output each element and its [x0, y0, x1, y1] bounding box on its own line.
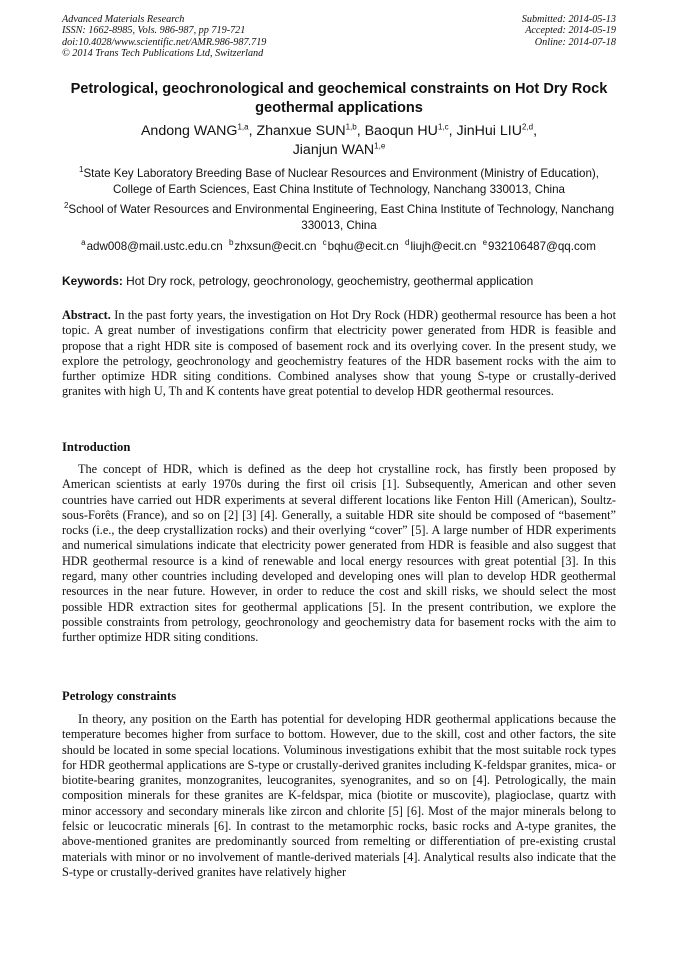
email[interactable]: $^b$zhxsun@ecit.cn — [228, 238, 317, 253]
affiliation-2: $^2$School of Water Resources and Environmental Engineering, East China Institute of Technology, Nanchang 330013, China — [63, 201, 615, 232]
journal-name: Advanced Materials Research — [62, 14, 185, 25]
email[interactable]: $^e$932106487@qq.com — [482, 238, 596, 253]
author: Andong WANG$^{1,a}$, — [140, 122, 257, 139]
abstract-text: In the past forty years, the investigation on Hot Dry Rock (HDR) geothermal resource has been a hot topic. A great number of investigations confirm that electricity power generated from HDR is feasible and propose that a right HDR site is composed of basement rock and its overlying cover. In the present study, we explore the petrology, geochronology and geochemistry features of the HDR basement rocks with the aim to further optimize HDR siting conditions. Combined analyses show that young S-type or crustally-derived granites with high U, Th and K contents have great potential to develop HDR geothermal resources. — [62, 308, 616, 399]
abstract — [62, 308, 616, 400]
section-body-petrology: In theory, any position on the Earth has potential for developing HDR geothermal applications because the temperature becomes higher from surface to bottom. However, due to the skill, cost and other factors, the site should be located in some special locations. Voluminous investigations exhibit that the most suitable rock types for HDR geothermal applications are S-type or crustally-derived granites including K-feldspar granites, mica- or biotite-bearing granites, monzogranites, leucogranites, syenogranites, and so on [4]. Petrologically, the main composition minerals for these granites are K-feldspar, mica (biotite or muscovite), plagioclase, quartz with minor accessory and secondary minerals like zircon and chlorite [5] [6]. Most of the major minerals belong to felsic or leucocratic minerals [6]. In contrast to the metamorphic rocks, basic rocks and A-type granites, the above-mentioned granites are predominantly sourced from remelting or differentiation of pre-existing crustal materials with minor or no involvement of mantle-derived materials [4]. Analytical results also indicate that the S-type or crustally-derived granites have relatively higher — [62, 712, 616, 879]
keywords-label: Keywords: — [62, 274, 123, 288]
email[interactable]: $^d$liujh@ecit.cn — [404, 238, 477, 253]
accepted-date: Accepted: 2014-05-19 — [525, 25, 616, 37]
section-body-introduction: The concept of HDR, which is defined as the deep hot crystalline rock, has firstly been proposed by American scientists at early 1970s during the first oil crisis [1]. Subsequently, American and other seven countries have carried out HDR experiments at several different locations like Fenton Hill (American), Soultz-sous-Forêts (France), and so on [2] [3] [4]. Generally, a suitable HDR site should be composed of “basement” rocks (i.e., the deep crystallization rocks) and their overlying “cover” [5]. A large number of HDR experiments and numerical simulations indicate that electricity power generated from HDR is feasible and also suggest that HDR geothermal resource is a kind of renewable and local energy resources with great potential [3]. In this regard, many other countries including developed and developing ones will plan to develop HDR geothermal resources in the near future. However, in order to reduce the cost and skill risks, we should select the most possible HDR extraction sites for geothermal applications [5]. In the present contribution, we explore the possible constraints from petrology, geochronology and geochemistry data for basement rocks with the aim to further optimize HDR siting conditions. — [62, 462, 616, 645]
journal-issn: ISSN: 1662-8985, Vols. 986-987, pp 719-721 — [62, 25, 246, 37]
keywords-text: Hot Dry rock, petrology, geochronology, geochemistry, geothermal application — [126, 274, 534, 288]
abstract-label: Abstract. — [62, 308, 111, 322]
author: Zhanxue SUN$^{1,b}$, — [256, 122, 365, 139]
keywords — [62, 273, 616, 289]
author: Baoqun HU$^{1,c}$, — [364, 122, 457, 139]
email[interactable]: $^a$adw008@mail.ustc.edu.cn — [81, 238, 223, 253]
submitted-date: Submitted: 2014-05-13 — [521, 14, 616, 25]
paper-title: Petrological, geochronological and geochemical constraints on Hot Dry Rock geothermal applications — [70, 81, 608, 116]
journal-doi: doi:10.4028/www.scientific.net/AMR.986-987.719 — [62, 36, 267, 48]
submission-dates — [522, 14, 616, 48]
section-heading-introduction: Introduction — [62, 440, 131, 454]
journal-copyright: © 2014 Trans Tech Publications Ltd, Switzerland — [62, 47, 264, 59]
journal-info — [62, 14, 266, 59]
affiliation-1: $^1$State Key Laboratory Breeding Base of Nuclear Resources and Environment (Ministry of Education), College of Earth Sciences, East China Institute of Technology, Nanchang 330013, China — [79, 165, 599, 196]
author-list — [62, 122, 616, 160]
online-date: Online: 2014-07-18 — [534, 36, 616, 48]
email[interactable]: $^c$bqhu@ecit.cn — [322, 238, 399, 253]
email-list — [62, 239, 616, 255]
author: JinHui LIU$^{2,d}$, — [456, 122, 538, 139]
author: Jianjun WAN$^{1,e}$ — [292, 141, 386, 158]
section-heading-petrology: Petrology constraints — [62, 689, 177, 703]
